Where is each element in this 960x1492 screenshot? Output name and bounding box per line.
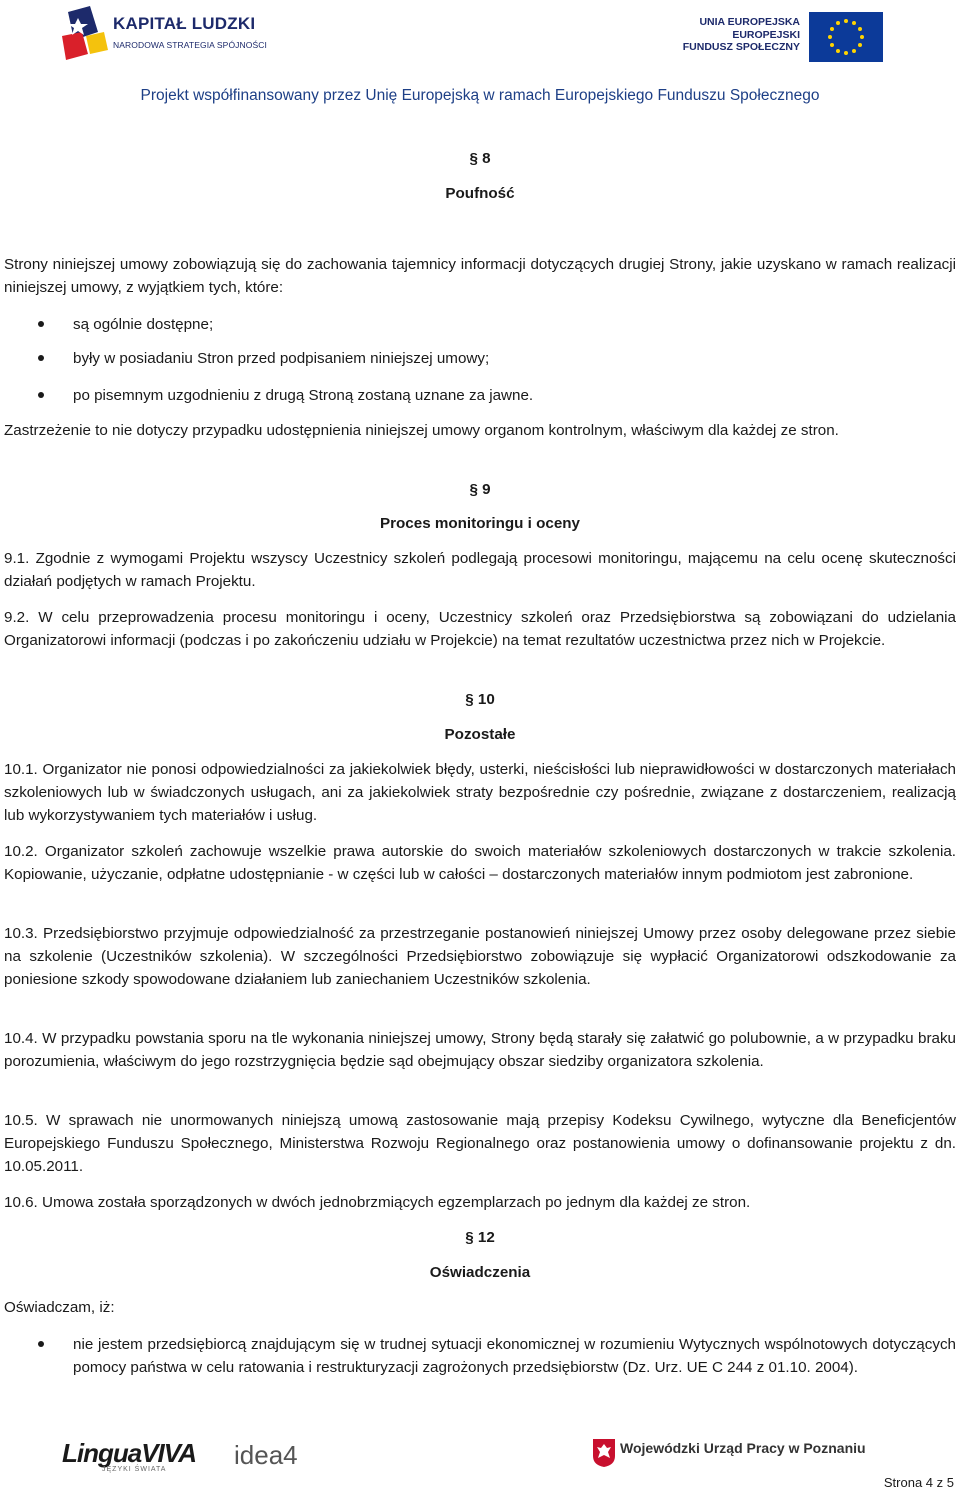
kapital-ludzki-emblem-icon [60,6,110,62]
section-10-paragraph-5: 10.5. W sprawach nie unormowanych niniejszą umową zastosowanie mają przepisy Kodeksu Cywilnego, wytyczne dla Beneficjentów Europejskiego Funduszu Społecznego, Ministerstwa Rozwoju Regionalnego oraz postanowienia umowy o dofinansowanie projektu z dn. 10.05.2011. [4,1112,956,1175]
cofinance-header: Projekt współfinansowany przez Unię Europejską w ramach Europejskiego Funduszu Społecznego [140,87,820,104]
idea4-logo: idea4 [234,1440,298,1470]
eu-line-3: FUNDUSZ SPOŁECZNY [682,41,800,53]
section-10-number: § 10 [465,691,495,708]
section-12-number: § 12 [465,1229,495,1246]
section-8-bullet-3: po pisemnym uzgodnieniu z drugą Stroną zostaną uznane za jawne. [73,387,534,404]
section-10-paragraph-3: 10.3. Przedsiębiorstwo przyjmuje odpowiedzialność za przestrzeganie postanowień niniejszej Umowy przez osoby delegowane przez siebie na szkolenie (Uczestników szkolenia). W szczególności Przedsiębiorstwo zobowiązuje się wypłacić Organizatorowi odszkodowanie za poniesione szkody spowodowane działaniem lub zaniechaniem Uczestników szkolenia. [4,925,956,988]
linguaviva-logo: LinguaVIVA [62,1438,196,1468]
section-12-intro: Oświadczam, iż: [4,1299,115,1316]
section-10-paragraph-2: 10.2. Organizator szkoleń zachowuje wszelkie prawa autorskie do swoich materiałów szkoleniowych dostarczonych w trakcie szkolenia. Kopiowanie, użyczanie, odpłatne udostępnianie - w części lub w całości – dostarczonych materiałów innym podmiotom jest zabronione. [4,843,956,883]
kapital-ludzki-logo [60,6,300,62]
polish-eagle-emblem-icon [592,1438,616,1468]
section-10-title: Pozostałe [444,726,516,743]
bullet-icon [38,392,44,398]
section-10-paragraph-1: 10.1. Organizator nie ponosi odpowiedzialności za jakiekolwiek błędy, usterki, nieścisłości lub nieprawidłowości w dostarczonych materiałach szkoleniowych lub w świadczonych usługach, ani za jakiekolwiek straty bezpośrednie czy pośrednie, związane z dostarczeniem, realizacją lub wykorzystywaniem tych materiałów i usług. [4,761,956,824]
section-8-bullet-1: są ogólnie dostępne; [73,316,214,333]
bullet-icon [38,1341,44,1347]
page-number: Strona 4 z 5 [883,1475,954,1490]
eu-line-2: EUROPEJSKI [732,28,800,41]
section-9-paragraph-1: 9.1. Zgodnie z wymogami Projektu wszyscy Uczestnicy szkoleń podlegają procesowi monitoringu, mającemu na celu ocenę skuteczności działań podjętych w ramach Projektu. [4,550,956,590]
kapital-ludzki-title: KAPITAŁ LUDZKI [113,14,256,33]
section-8-bullet-2: były w posiadaniu Stron przed podpisaniem niniejszej umowy; [73,350,490,367]
eu-flag-icon [809,12,883,62]
section-8-intro: Strony niniejszej umowy zobowiązują się do zachowania tajemnicy informacji dotyczących drugiej Strony, jakie uzyskano w ramach realizacji niniejszej umowy, z wyjątkiem tych, które: [4,256,956,296]
section-8-number: § 8 [469,150,491,167]
section-12-title: Oświadczenia [429,1264,531,1281]
section-10-paragraph-6: 10.6. Umowa została sporządzonych w dwóch jednobrzmiących egzemplarzach po jednym dla każdej ze stron. [4,1194,751,1211]
section-9-number: § 9 [469,481,491,498]
section-8-title: Poufność [445,185,515,202]
eu-line-1: UNIA EUROPEJSKA [699,16,800,28]
bullet-icon [38,355,44,361]
wup-poznan-logo: Wojewódzki Urząd Pracy w Poznaniu [620,1440,866,1456]
section-9-title: Proces monitoringu i oceny [379,515,580,532]
kapital-ludzki-subtitle: NARODOWA STRATEGIA SPÓJNOŚCI [113,40,267,50]
section-8-note: Zastrzeżenie to nie dotyczy przypadku udostępnienia niniejszej umowy organom kontrolnym, właściwym dla każdej ze stron. [4,422,839,439]
section-10-paragraph-4: 10.4. W przypadku powstania sporu na tle wykonania niniejszej umowy, Strony będą starały się załatwić go polubownie, a w przypadku braku porozumienia, właściwym do jego rozstrzygnięcia będzie sąd obejmujący obszar siedziby organizatora szkolenia. [4,1030,956,1070]
eu-text-block [683,16,800,54]
section-12-bullet: nie jestem przedsiębiorcą znajdującym się w trudnej sytuacji ekonomicznej w rozumieniu Wytycznych wspólnotowych dotyczących pomocy państwa w celu ratowania i restrukturyzacji zagrożonych przedsiębiorstw (Dz. Urz. UE C 244 z 01.10. 2004). [73,1336,956,1376]
section-9-paragraph-2: 9.2. W celu przeprowadzenia procesu monitoringu i oceny, Uczestnicy szkoleń oraz Przedsiębiorstwa są zobowiązani do udzielania Organizatorowi informacji (podczas i po zakończeniu udziału w Projekcie) na temat rezultatów uczestnictwa przez nich w Projekcie. [4,609,956,649]
bullet-icon [38,321,44,327]
linguaviva-tagline: JĘZYKI ŚWIATA [102,1466,167,1473]
